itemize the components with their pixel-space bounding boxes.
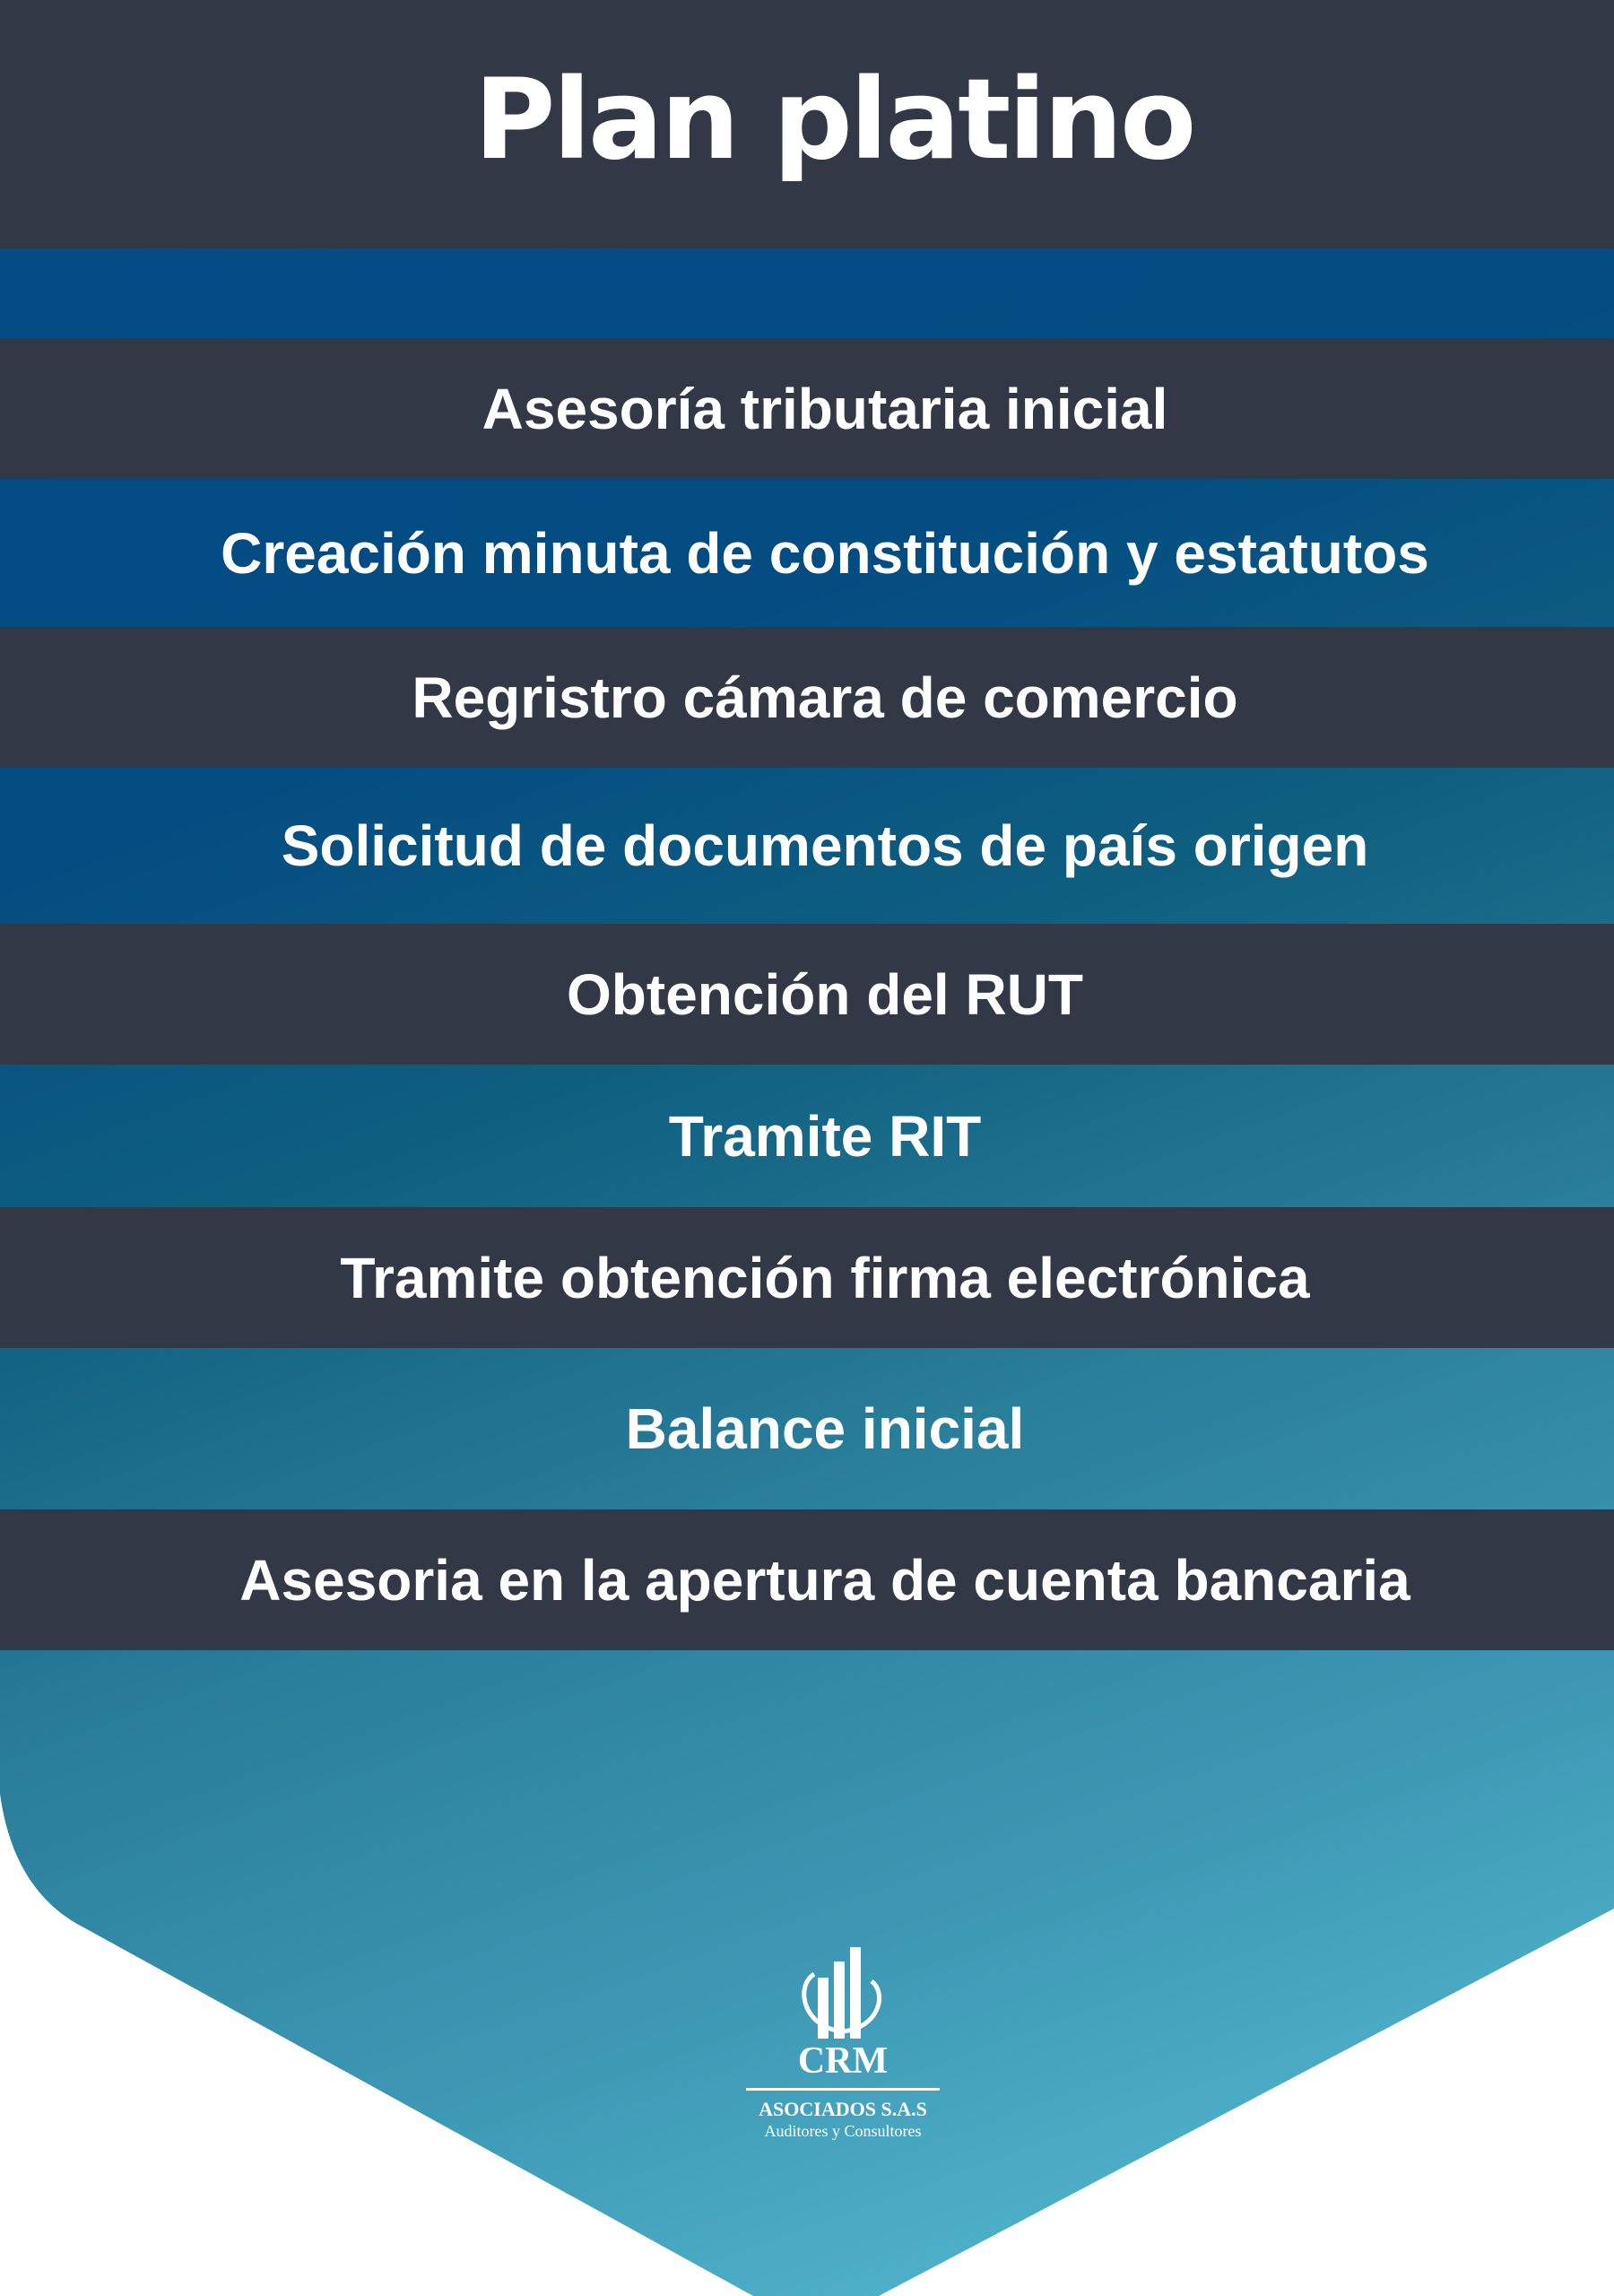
page-title: Plan platino [473, 55, 1194, 185]
service-item [0, 479, 1614, 627]
service-item [0, 338, 1614, 479]
crm-logo [735, 1942, 950, 2157]
service-item [0, 1348, 1614, 1509]
service-item-label: Regristro cámara de comercio [412, 665, 1238, 730]
service-item-label: Creación minuta de constitución y estatutos [221, 520, 1429, 586]
service-item-label: Tramite RIT [668, 1103, 982, 1169]
service-item [0, 1509, 1614, 1650]
service-item-label: Tramite obtención firma electrónica [340, 1245, 1310, 1310]
service-item [0, 1207, 1614, 1348]
service-item [0, 1065, 1614, 1207]
service-item [0, 627, 1614, 768]
service-item-label: Obtención del RUT [567, 961, 1083, 1027]
logo-name: CRM [797, 2040, 889, 2082]
service-item-label: Asesoría tributaria inicial [482, 376, 1168, 441]
logo-tagline: Auditores y Consultores [764, 2122, 922, 2140]
service-item [0, 768, 1614, 924]
service-item-label: Solicitud de documentos de país origen [281, 813, 1369, 878]
logo-company: ASOCIADOS S.A.S [759, 2098, 927, 2120]
service-item-label: Balance inicial [625, 1396, 1025, 1461]
service-item-label: Asesoria en la apertura de cuenta bancaria [239, 1547, 1410, 1613]
service-item [0, 924, 1614, 1065]
building-logo-icon [798, 1942, 888, 2040]
logo-divider [746, 2088, 940, 2091]
